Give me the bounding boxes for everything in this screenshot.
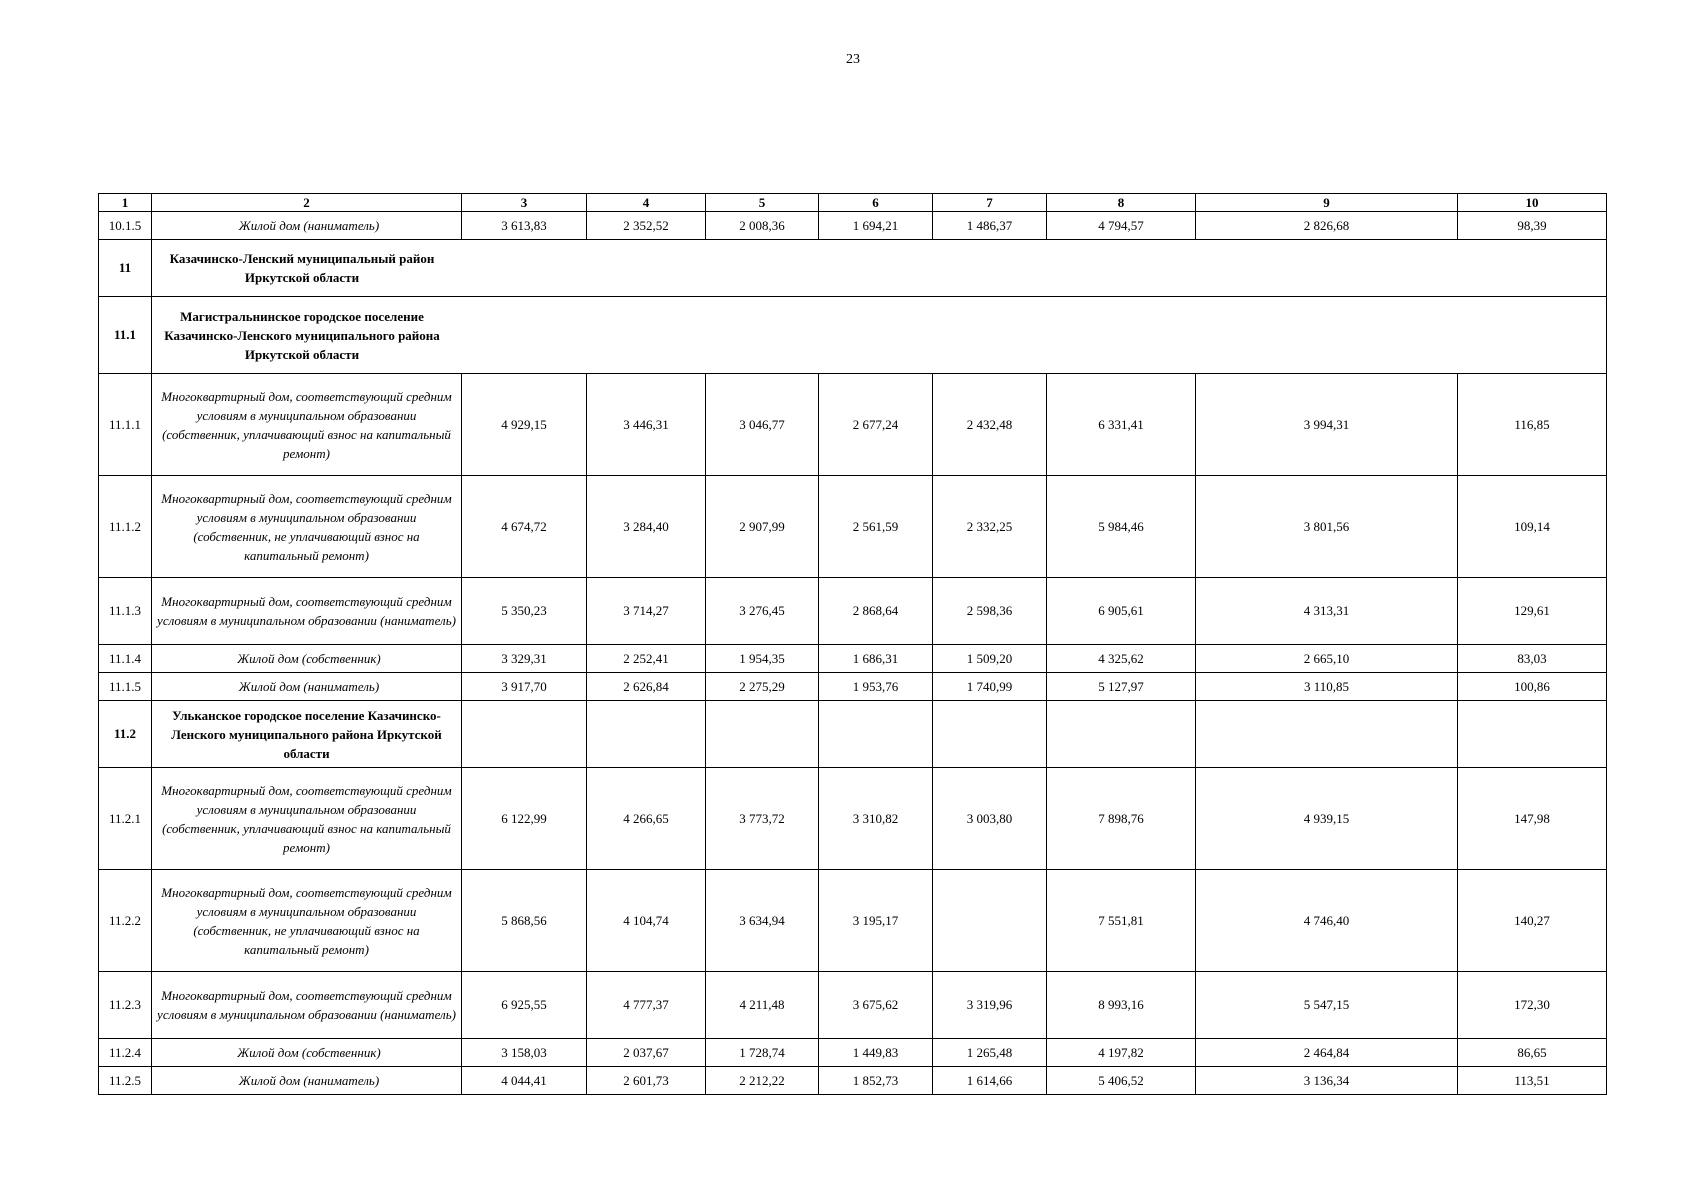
column-header: 2 [152,194,462,212]
section-row [99,240,1607,297]
column-header: 4 [587,194,706,212]
cell-value: 2 907,99 [706,476,819,578]
cell-value: 2 677,24 [819,374,933,476]
cell-value: 3 634,94 [706,870,819,972]
cell-value: 3 110,85 [1196,673,1458,701]
cell-value: 8 993,16 [1047,972,1196,1039]
row-label: Жилой дом (собственник) [152,645,462,673]
row-code: 11.1 [99,297,152,374]
row-code: 11.1.4 [99,645,152,673]
cell-value: 109,14 [1458,476,1607,578]
cell-value: 3 446,31 [587,374,706,476]
cell-value: 3 136,34 [1196,1067,1458,1095]
table-row [99,673,1607,701]
row-code: 11.2 [99,701,152,768]
column-header: 9 [1196,194,1458,212]
column-header: 1 [99,194,152,212]
cell-value: 3 917,70 [462,673,587,701]
column-header: 7 [933,194,1047,212]
row-label: Многоквартирный дом, соответствующий средним условиям в муниципальном образовании (наниматель) [152,578,462,645]
table-row [99,645,1607,673]
cell-value [587,701,706,768]
cell-value: 2 601,73 [587,1067,706,1095]
row-label: Жилой дом (собственник) [152,1039,462,1067]
cell-value: 2 037,67 [587,1039,706,1067]
cell-value: 140,27 [1458,870,1607,972]
cell-value: 116,85 [1458,374,1607,476]
cell-value: 1 728,74 [706,1039,819,1067]
cell-value: 5 406,52 [1047,1067,1196,1095]
cell-value: 7 898,76 [1047,768,1196,870]
cell-value: 3 195,17 [819,870,933,972]
section-title [152,297,1607,374]
table-row [99,374,1607,476]
tariff-table [98,193,1607,1095]
cell-value: 3 046,77 [706,374,819,476]
cell-value [462,701,587,768]
row-label: Жилой дом (наниматель) [152,673,462,701]
cell-value: 5 547,15 [1196,972,1458,1039]
table-row [99,578,1607,645]
cell-value: 5 984,46 [1047,476,1196,578]
cell-value: 1 852,73 [819,1067,933,1095]
cell-value: 3 994,31 [1196,374,1458,476]
cell-value: 4 929,15 [462,374,587,476]
cell-value: 98,39 [1458,212,1607,240]
column-header: 10 [1458,194,1607,212]
section-title: Ульканское городское поселение Казачинско-Ленского муниципального района Иркутской области [152,701,462,768]
cell-value: 2 352,52 [587,212,706,240]
cell-value: 4 104,74 [587,870,706,972]
cell-value: 4 674,72 [462,476,587,578]
row-code: 11.1.1 [99,374,152,476]
cell-value: 1 954,35 [706,645,819,673]
cell-value: 3 319,96 [933,972,1047,1039]
cell-value: 2 432,48 [933,374,1047,476]
cell-value: 1 740,99 [933,673,1047,701]
cell-value [1047,701,1196,768]
cell-value: 1 694,21 [819,212,933,240]
cell-value: 83,03 [1458,645,1607,673]
row-label: Многоквартирный дом, соответствующий средним условиям в муниципальном образовании (собственник, не уплачивающий взнос на капитальный ремонт) [152,476,462,578]
cell-value [819,701,933,768]
table-row [99,1067,1607,1095]
table-row [99,1039,1607,1067]
cell-value: 4 313,31 [1196,578,1458,645]
cell-value: 100,86 [1458,673,1607,701]
cell-value: 2 275,29 [706,673,819,701]
cell-value: 2 561,59 [819,476,933,578]
cell-value: 2 212,22 [706,1067,819,1095]
cell-value: 1 614,66 [933,1067,1047,1095]
cell-value: 1 449,83 [819,1039,933,1067]
cell-value: 4 325,62 [1047,645,1196,673]
column-header: 3 [462,194,587,212]
cell-value: 3 714,27 [587,578,706,645]
cell-value: 147,98 [1458,768,1607,870]
cell-value: 5 350,23 [462,578,587,645]
cell-value: 2 598,36 [933,578,1047,645]
cell-value: 4 211,48 [706,972,819,1039]
cell-value: 6 331,41 [1047,374,1196,476]
cell-value: 6 905,61 [1047,578,1196,645]
row-code: 11.2.4 [99,1039,152,1067]
cell-value: 4 746,40 [1196,870,1458,972]
cell-value: 1 509,20 [933,645,1047,673]
section-row [99,701,1607,768]
cell-value: 4 197,82 [1047,1039,1196,1067]
cell-value: 3 613,83 [462,212,587,240]
cell-value: 172,30 [1458,972,1607,1039]
cell-value [933,870,1047,972]
cell-value: 4 266,65 [587,768,706,870]
cell-value: 2 464,84 [1196,1039,1458,1067]
row-code: 11.2.2 [99,870,152,972]
cell-value [933,701,1047,768]
cell-value: 2 332,25 [933,476,1047,578]
cell-value: 3 276,45 [706,578,819,645]
cell-value: 4 939,15 [1196,768,1458,870]
cell-value: 2 868,64 [819,578,933,645]
section-title [152,240,1607,297]
section-title-text: Казачинско-Ленский муниципальный район Иркутской области [169,251,435,285]
cell-value: 2 665,10 [1196,645,1458,673]
row-label: Многоквартирный дом, соответствующий средним условиям в муниципальном образовании (собственник, уплачивающий взнос на капитальный ремонт) [152,768,462,870]
column-header: 6 [819,194,933,212]
table-row [99,870,1607,972]
cell-value: 7 551,81 [1047,870,1196,972]
table-row [99,972,1607,1039]
cell-value: 3 284,40 [587,476,706,578]
cell-value: 2 008,36 [706,212,819,240]
row-code: 11.1.3 [99,578,152,645]
row-label: Жилой дом (наниматель) [152,212,462,240]
cell-value: 1 953,76 [819,673,933,701]
cell-value: 5 127,97 [1047,673,1196,701]
section-title-text: Магистральнинское городское поселение Казачинско-Ленского муниципального района Иркутской области [164,308,440,362]
row-code: 10.1.5 [99,212,152,240]
cell-value: 4 794,57 [1047,212,1196,240]
table-row [99,212,1607,240]
cell-value: 3 773,72 [706,768,819,870]
row-code: 11.2.3 [99,972,152,1039]
cell-value: 3 310,82 [819,768,933,870]
cell-value: 3 003,80 [933,768,1047,870]
section-row [99,297,1607,374]
cell-value: 129,61 [1458,578,1607,645]
row-code: 11.2.5 [99,1067,152,1095]
cell-value: 4 777,37 [587,972,706,1039]
cell-value: 3 675,62 [819,972,933,1039]
cell-value: 86,65 [1458,1039,1607,1067]
cell-value: 6 925,55 [462,972,587,1039]
cell-value: 1 265,48 [933,1039,1047,1067]
cell-value: 1 686,31 [819,645,933,673]
cell-value [706,701,819,768]
row-label: Многоквартирный дом, соответствующий средним условиям в муниципальном образовании (наниматель) [152,972,462,1039]
table-row [99,768,1607,870]
row-code: 11 [99,240,152,297]
table-row [99,476,1607,578]
cell-value: 113,51 [1458,1067,1607,1095]
column-header: 8 [1047,194,1196,212]
cell-value [1196,701,1458,768]
row-code: 11.2.1 [99,768,152,870]
page-number: 23 [846,52,860,67]
cell-value: 3 158,03 [462,1039,587,1067]
cell-value: 2 252,41 [587,645,706,673]
row-code: 11.1.2 [99,476,152,578]
cell-value: 2 626,84 [587,673,706,701]
cell-value: 4 044,41 [462,1067,587,1095]
table-header-row [99,194,1607,212]
row-code: 11.1.5 [99,673,152,701]
cell-value: 5 868,56 [462,870,587,972]
row-label: Жилой дом (наниматель) [152,1067,462,1095]
column-header: 5 [706,194,819,212]
cell-value: 3 329,31 [462,645,587,673]
cell-value: 6 122,99 [462,768,587,870]
row-label: Многоквартирный дом, соответствующий средним условиям в муниципальном образовании (собственник, уплачивающий взнос на капитальный ремонт) [152,374,462,476]
cell-value: 2 826,68 [1196,212,1458,240]
row-label: Многоквартирный дом, соответствующий средним условиям в муниципальном образовании (собственник, не уплачивающий взнос на капитальный ремонт) [152,870,462,972]
cell-value: 3 801,56 [1196,476,1458,578]
cell-value [1458,701,1607,768]
cell-value: 1 486,37 [933,212,1047,240]
